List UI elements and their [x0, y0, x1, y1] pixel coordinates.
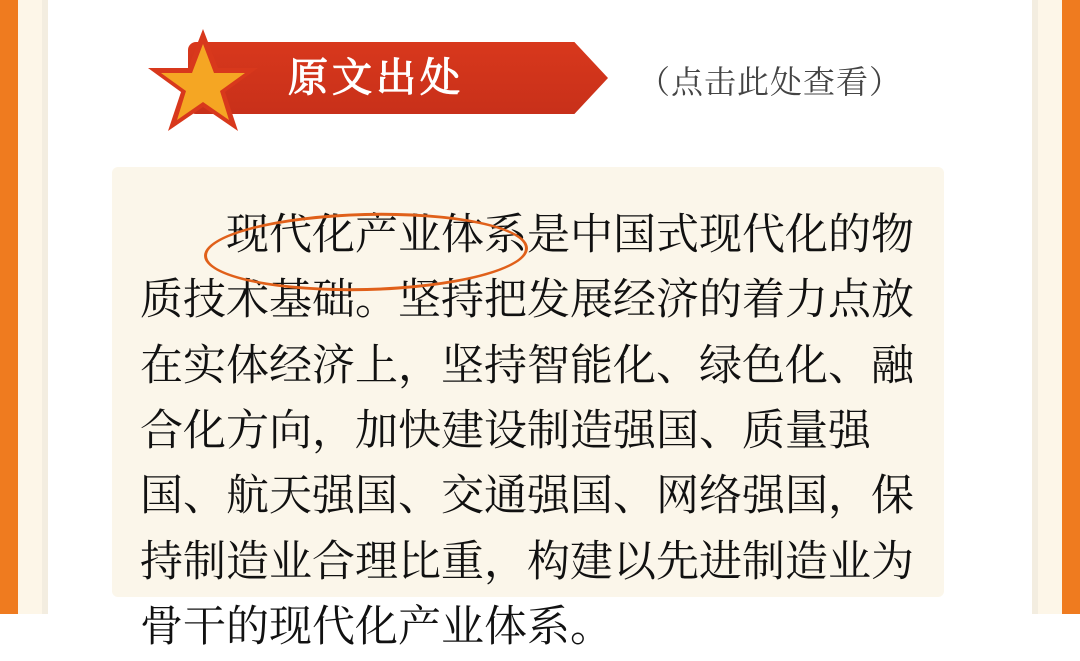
- quote-card: [112, 167, 944, 652]
- quote-paragraph: 现代化产业体系是中国式现代化的物质技术基础。坚持把发展经济的着力点放在实体经济上，坚持智能化、绿色化、融合化方向，加快建设制造强国、质量强国、航天强国、交通强国、网络强国，保持制造业合理比重，构建以先进制造业为骨干的现代化产业体系。: [140, 211, 914, 652]
- five-point-star-icon: [148, 26, 258, 131]
- header: [48, 0, 1032, 160]
- right-orange-bar: [1062, 0, 1080, 614]
- click-here-hint[interactable]: （点击此处查看）: [638, 64, 903, 100]
- banner-label: 原文出处: [288, 56, 464, 100]
- left-cream-bar: [18, 0, 42, 614]
- left-orange-bar: [0, 0, 18, 614]
- source-banner[interactable]: [108, 42, 628, 114]
- right-cream-bar: [1038, 0, 1062, 614]
